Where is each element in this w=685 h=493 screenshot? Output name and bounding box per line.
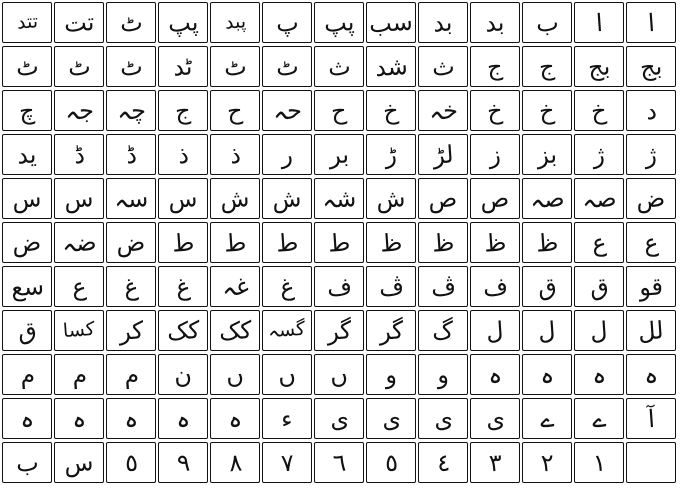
handwritten-glyph: ق bbox=[588, 271, 610, 302]
grid-cell bbox=[470, 90, 520, 131]
handwritten-glyph: ڤ bbox=[429, 271, 457, 302]
handwritten-glyph: لڑ bbox=[431, 139, 455, 170]
handwritten-glyph: بز bbox=[536, 139, 558, 170]
grid-cell bbox=[210, 222, 260, 263]
handwritten-glyph: ں bbox=[329, 359, 349, 390]
handwritten-glyph: س bbox=[63, 183, 95, 214]
grid-cell bbox=[158, 310, 208, 351]
grid-cell bbox=[626, 310, 676, 351]
handwritten-glyph: غ bbox=[174, 272, 192, 301]
grid-cell bbox=[314, 266, 364, 307]
grid-cell bbox=[314, 310, 364, 351]
grid-cell bbox=[106, 2, 156, 43]
grid-cell bbox=[54, 222, 104, 263]
grid-cell bbox=[366, 442, 416, 483]
grid-cell bbox=[418, 310, 468, 351]
handwritten-glyph: ع bbox=[642, 228, 660, 257]
grid-cell bbox=[158, 398, 208, 439]
grid-cell bbox=[418, 134, 468, 175]
handwritten-glyph: ا bbox=[646, 8, 656, 37]
grid-cell bbox=[366, 266, 416, 307]
grid-cell bbox=[626, 2, 676, 43]
handwritten-glyph: ٢ bbox=[539, 448, 555, 477]
grid-cell bbox=[366, 2, 416, 43]
handwritten-glyph: ل bbox=[485, 315, 505, 346]
grid-cell bbox=[470, 222, 520, 263]
handwritten-glyph: گر bbox=[377, 315, 405, 346]
grid-cell bbox=[262, 222, 312, 263]
handwritten-glyph: ٤ bbox=[435, 448, 451, 477]
handwritten-glyph: ٣ bbox=[487, 448, 503, 477]
character-grid bbox=[2, 2, 676, 483]
grid-cell bbox=[106, 266, 156, 307]
handwritten-glyph: گ bbox=[431, 315, 455, 346]
grid-cell bbox=[366, 310, 416, 351]
grid-cell bbox=[470, 134, 520, 175]
handwritten-glyph: ض bbox=[635, 183, 667, 214]
handwritten-glyph: ص bbox=[479, 183, 511, 214]
grid-cell bbox=[2, 134, 52, 175]
handwritten-glyph: سہ bbox=[112, 183, 150, 214]
handwritten-glyph: ط bbox=[222, 227, 248, 258]
handwritten-glyph: ب bbox=[534, 7, 560, 38]
grid-cell bbox=[262, 266, 312, 307]
handwritten-glyph: ج bbox=[538, 51, 556, 82]
grid-cell bbox=[418, 398, 468, 439]
handwritten-glyph: ظ bbox=[482, 227, 508, 258]
handwritten-glyph: ق bbox=[536, 271, 558, 302]
grid-cell bbox=[470, 398, 520, 439]
handwritten-glyph: پپ bbox=[166, 7, 200, 38]
handwritten-glyph: خ bbox=[590, 95, 608, 126]
grid-cell bbox=[418, 178, 468, 219]
grid-cell bbox=[262, 442, 312, 483]
handwritten-glyph: خ bbox=[538, 95, 556, 126]
handwritten-glyph: ٥ bbox=[383, 448, 399, 477]
handwritten-glyph: ٥ bbox=[123, 448, 139, 477]
handwritten-glyph: س bbox=[63, 447, 95, 478]
grid-cell bbox=[522, 90, 572, 131]
grid-cell bbox=[158, 442, 208, 483]
grid-cell bbox=[470, 310, 520, 351]
handwritten-glyph: حہ bbox=[271, 95, 303, 126]
grid-cell bbox=[626, 398, 676, 439]
grid-cell bbox=[54, 266, 104, 307]
grid-cell bbox=[314, 90, 364, 131]
grid-cell bbox=[574, 266, 624, 307]
handwritten-glyph: ج bbox=[486, 51, 504, 82]
handwritten-glyph: لل bbox=[637, 315, 665, 346]
grid-cell bbox=[418, 46, 468, 87]
grid-cell bbox=[470, 2, 520, 43]
grid-cell bbox=[210, 90, 260, 131]
handwritten-glyph: ہ bbox=[643, 360, 659, 389]
grid-cell bbox=[106, 222, 156, 263]
handwritten-glyph: بر bbox=[328, 139, 350, 170]
handwritten-glyph: صہ bbox=[528, 183, 566, 214]
handwritten-glyph: ظ bbox=[534, 227, 560, 258]
handwritten-glyph: ہ bbox=[71, 404, 87, 433]
handwritten-glyph: بج bbox=[586, 51, 612, 82]
handwritten-glyph: م bbox=[122, 360, 140, 389]
grid-cell bbox=[210, 178, 260, 219]
handwritten-glyph: غہ bbox=[220, 271, 250, 302]
handwritten-glyph: ٧ bbox=[279, 448, 295, 477]
grid-cell bbox=[574, 442, 624, 483]
grid-cell bbox=[2, 46, 52, 87]
handwritten-glyph: ش bbox=[219, 183, 251, 214]
grid-cell bbox=[262, 178, 312, 219]
grid-cell bbox=[210, 2, 260, 43]
handwritten-glyph: ذ bbox=[228, 140, 242, 169]
grid-cell bbox=[522, 354, 572, 395]
handwritten-glyph: آ bbox=[646, 404, 656, 433]
handwritten-glyph: ید bbox=[16, 139, 38, 170]
grid-cell bbox=[574, 354, 624, 395]
handwritten-glyph: س bbox=[167, 183, 199, 214]
grid-cell bbox=[210, 310, 260, 351]
handwritten-glyph: ث bbox=[326, 51, 352, 82]
grid-cell bbox=[314, 178, 364, 219]
handwritten-glyph: ٹ bbox=[222, 51, 248, 82]
grid-cell bbox=[106, 310, 156, 351]
handwritten-glyph: ے bbox=[591, 404, 607, 433]
grid-cell bbox=[626, 222, 676, 263]
grid-cell bbox=[54, 134, 104, 175]
handwritten-glyph: ٩ bbox=[175, 448, 191, 477]
handwritten-glyph: ڈ bbox=[72, 140, 86, 169]
handwritten-glyph: ٹ bbox=[118, 7, 144, 38]
grid-cell bbox=[366, 222, 416, 263]
handwritten-glyph: ف bbox=[325, 271, 353, 302]
grid-cell bbox=[522, 178, 572, 219]
grid-cell bbox=[54, 354, 104, 395]
grid-cell bbox=[158, 90, 208, 131]
grid-cell bbox=[262, 398, 312, 439]
grid-cell bbox=[106, 398, 156, 439]
handwritten-glyph: ڑ bbox=[384, 140, 398, 169]
handwritten-glyph: ر bbox=[280, 140, 294, 169]
grid-cell bbox=[106, 354, 156, 395]
handwritten-glyph: شد bbox=[373, 51, 409, 82]
grid-cell bbox=[418, 442, 468, 483]
handwritten-glyph: ح bbox=[330, 95, 348, 126]
grid-cell bbox=[418, 90, 468, 131]
handwritten-glyph: ہ bbox=[591, 360, 607, 389]
handwritten-glyph: ث bbox=[430, 51, 456, 82]
grid-cell bbox=[54, 442, 104, 483]
grid-cell bbox=[314, 2, 364, 43]
handwritten-glyph: ژ bbox=[644, 140, 658, 169]
handwritten-glyph: ش bbox=[375, 183, 407, 214]
handwritten-glyph: ح bbox=[226, 95, 244, 126]
handwritten-glyph: ط bbox=[170, 227, 196, 258]
grid-cell bbox=[262, 134, 312, 175]
handwritten-glyph: ش bbox=[271, 183, 303, 214]
handwritten-glyph: ہ bbox=[539, 360, 555, 389]
grid-cell bbox=[574, 398, 624, 439]
handwritten-glyph: بد bbox=[484, 7, 506, 38]
handwritten-glyph: صہ bbox=[580, 183, 618, 214]
handwritten-glyph: غ bbox=[122, 272, 140, 301]
handwritten-glyph: ٨ bbox=[227, 448, 243, 477]
grid-cell bbox=[574, 90, 624, 131]
grid-cell bbox=[418, 222, 468, 263]
handwritten-glyph: تتد bbox=[15, 10, 39, 34]
handwritten-glyph: ی bbox=[380, 403, 402, 434]
grid-cell bbox=[574, 2, 624, 43]
grid-cell bbox=[522, 266, 572, 307]
handwritten-glyph: ٹد bbox=[172, 51, 194, 82]
grid-cell bbox=[54, 178, 104, 219]
handwritten-glyph: خ bbox=[382, 95, 400, 126]
handwritten-glyph: ع bbox=[70, 272, 88, 301]
grid-cell bbox=[626, 46, 676, 87]
grid-cell bbox=[574, 178, 624, 219]
grid-cell bbox=[106, 178, 156, 219]
grid-cell bbox=[366, 178, 416, 219]
handwritten-glyph: ب bbox=[14, 447, 40, 478]
handwritten-glyph: کسا bbox=[62, 317, 96, 343]
grid-cell bbox=[158, 2, 208, 43]
grid-cell bbox=[158, 354, 208, 395]
grid-cell bbox=[210, 266, 260, 307]
grid-cell bbox=[2, 178, 52, 219]
grid-cell bbox=[522, 2, 572, 43]
handwritten-glyph: ضہ bbox=[60, 227, 98, 258]
grid-cell bbox=[522, 46, 572, 87]
handwritten-glyph: چ bbox=[18, 95, 36, 126]
handwritten-glyph: ظ bbox=[430, 227, 456, 258]
grid-cell bbox=[574, 310, 624, 351]
grid-cell bbox=[626, 90, 676, 131]
grid-cell bbox=[2, 2, 52, 43]
handwritten-glyph: ا bbox=[594, 8, 604, 37]
handwritten-glyph: پبد bbox=[223, 10, 247, 34]
grid-cell bbox=[262, 46, 312, 87]
handwritten-glyph: خ bbox=[486, 95, 504, 126]
grid-cell bbox=[158, 222, 208, 263]
handwritten-glyph: ء bbox=[280, 404, 294, 433]
handwritten-glyph: ہ bbox=[175, 404, 191, 433]
grid-cell bbox=[2, 398, 52, 439]
grid-cell bbox=[158, 134, 208, 175]
grid-cell bbox=[470, 354, 520, 395]
handwritten-glyph: و bbox=[384, 360, 398, 389]
grid-cell bbox=[626, 178, 676, 219]
handwritten-glyph: بج bbox=[638, 51, 664, 82]
grid-cell bbox=[210, 134, 260, 175]
grid-cell bbox=[262, 2, 312, 43]
grid-cell bbox=[210, 354, 260, 395]
handwritten-glyph: ل bbox=[537, 315, 557, 346]
handwritten-glyph: پپ bbox=[322, 7, 356, 38]
handwritten-glyph: ٹ bbox=[274, 51, 300, 82]
grid-cell bbox=[2, 354, 52, 395]
handwritten-glyph: خہ bbox=[427, 95, 459, 126]
grid-cell bbox=[106, 134, 156, 175]
grid-cell bbox=[2, 442, 52, 483]
handwritten-glyph: ژ bbox=[592, 140, 606, 169]
grid-cell bbox=[54, 398, 104, 439]
grid-cell bbox=[210, 442, 260, 483]
grid-cell bbox=[626, 134, 676, 175]
grid-cell bbox=[106, 90, 156, 131]
handwritten-glyph: و bbox=[436, 360, 450, 389]
handwritten-glyph: ٹ bbox=[118, 51, 144, 82]
grid-cell bbox=[314, 222, 364, 263]
grid-cell bbox=[522, 398, 572, 439]
handwritten-glyph: بد bbox=[432, 7, 454, 38]
grid-cell bbox=[106, 46, 156, 87]
handwritten-glyph: چہ bbox=[115, 95, 147, 126]
handwritten-glyph: ہ bbox=[123, 404, 139, 433]
grid-cell bbox=[626, 266, 676, 307]
grid-cell bbox=[158, 266, 208, 307]
grid-cell bbox=[626, 442, 676, 483]
handwritten-glyph: ڈ bbox=[124, 140, 138, 169]
handwritten-glyph: ٹ bbox=[14, 51, 40, 82]
handwritten-glyph: ں bbox=[225, 359, 245, 390]
handwritten-glyph: ض bbox=[115, 227, 147, 258]
grid-cell bbox=[314, 354, 364, 395]
handwritten-glyph: کر bbox=[117, 315, 145, 346]
grid-cell bbox=[314, 442, 364, 483]
grid-cell bbox=[366, 354, 416, 395]
grid-cell bbox=[210, 398, 260, 439]
grid-cell bbox=[626, 354, 676, 395]
grid-cell bbox=[106, 442, 156, 483]
grid-cell bbox=[470, 266, 520, 307]
grid-cell bbox=[522, 310, 572, 351]
grid-cell bbox=[418, 354, 468, 395]
grid-cell bbox=[2, 266, 52, 307]
handwritten-glyph: ط bbox=[274, 227, 300, 258]
handwritten-glyph: ز bbox=[488, 140, 502, 169]
handwritten-glyph: ط bbox=[326, 227, 352, 258]
grid-cell bbox=[366, 90, 416, 131]
handwritten-glyph: ج bbox=[174, 95, 192, 126]
handwritten-glyph: ہ bbox=[19, 404, 35, 433]
handwritten-glyph: ١ bbox=[591, 448, 607, 477]
grid-cell bbox=[522, 134, 572, 175]
handwritten-glyph: گر bbox=[325, 315, 353, 346]
grid-cell bbox=[2, 90, 52, 131]
handwritten-glyph: ع bbox=[590, 228, 608, 257]
handwritten-glyph: سب bbox=[368, 7, 414, 38]
handwritten-glyph: پ bbox=[274, 7, 300, 38]
handwritten-glyph: کک bbox=[165, 315, 201, 346]
grid-cell bbox=[54, 46, 104, 87]
handwritten-glyph: ڤ bbox=[377, 271, 405, 302]
handwritten-glyph: ی bbox=[432, 403, 454, 434]
handwritten-glyph: قو bbox=[638, 271, 664, 302]
handwritten-glyph: ہ bbox=[487, 360, 503, 389]
handwritten-glyph: ق bbox=[16, 315, 38, 346]
handwritten-glyph: د bbox=[644, 96, 658, 125]
handwritten-glyph: ہ bbox=[227, 404, 243, 433]
handwritten-glyph: تت bbox=[62, 7, 96, 38]
grid-cell bbox=[262, 354, 312, 395]
grid-cell bbox=[418, 2, 468, 43]
handwritten-glyph: جہ bbox=[63, 95, 95, 126]
grid-cell bbox=[158, 46, 208, 87]
handwritten-glyph: س bbox=[11, 183, 43, 214]
grid-cell bbox=[470, 46, 520, 87]
handwritten-glyph: ں bbox=[277, 359, 297, 390]
grid-cell bbox=[54, 90, 104, 131]
grid-cell bbox=[418, 266, 468, 307]
grid-cell bbox=[470, 442, 520, 483]
handwritten-glyph: ی bbox=[328, 403, 350, 434]
grid-cell bbox=[522, 442, 572, 483]
handwritten-glyph: ص bbox=[427, 183, 459, 214]
grid-cell bbox=[314, 398, 364, 439]
handwritten-glyph: غ bbox=[278, 272, 296, 301]
grid-cell bbox=[522, 222, 572, 263]
handwritten-glyph: کک bbox=[217, 315, 253, 346]
grid-cell bbox=[366, 46, 416, 87]
grid-cell bbox=[2, 222, 52, 263]
handwritten-glyph: م bbox=[18, 360, 36, 389]
handwritten-glyph: سع bbox=[9, 271, 45, 302]
handwritten-glyph: ذ bbox=[176, 140, 190, 169]
grid-cell bbox=[54, 310, 104, 351]
handwritten-glyph: ن bbox=[173, 359, 193, 390]
grid-cell bbox=[54, 2, 104, 43]
handwritten-glyph: ی bbox=[484, 403, 506, 434]
handwritten-glyph: ٹ bbox=[66, 51, 92, 82]
handwritten-glyph: ٦ bbox=[331, 448, 347, 477]
grid-cell bbox=[314, 46, 364, 87]
handwritten-glyph: م bbox=[70, 360, 88, 389]
handwritten-glyph: ف bbox=[481, 271, 509, 302]
handwritten-glyph: گسہ bbox=[267, 317, 307, 343]
grid-cell bbox=[574, 134, 624, 175]
grid-cell bbox=[574, 46, 624, 87]
grid-cell bbox=[366, 134, 416, 175]
grid-cell bbox=[210, 46, 260, 87]
handwritten-glyph: شہ bbox=[320, 183, 358, 214]
grid-cell bbox=[366, 398, 416, 439]
handwritten-glyph: ظ bbox=[378, 227, 404, 258]
handwritten-glyph: ض bbox=[11, 227, 43, 258]
grid-cell bbox=[574, 222, 624, 263]
grid-cell bbox=[2, 310, 52, 351]
grid-cell bbox=[262, 310, 312, 351]
handwritten-glyph: ے bbox=[539, 404, 555, 433]
grid-cell bbox=[262, 90, 312, 131]
handwritten-glyph: ل bbox=[589, 315, 609, 346]
grid-cell bbox=[158, 178, 208, 219]
grid-cell bbox=[470, 178, 520, 219]
grid-cell bbox=[314, 134, 364, 175]
